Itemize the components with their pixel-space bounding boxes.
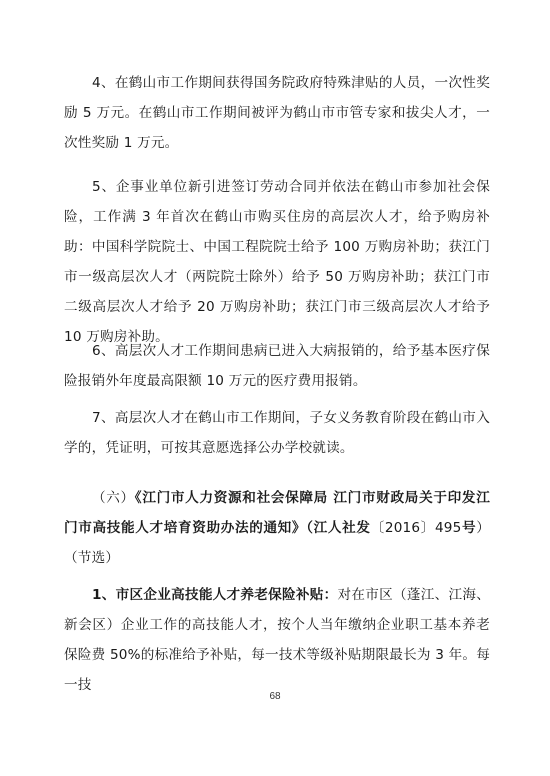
- paragraph-6-text: 、高层次人才工作期间患病已进入大病报销的，给予基本医疗保险报销外年度最高限额 10 万元的医疗费用报销。: [64, 343, 490, 389]
- section-doc-number: 〔2016〕495: [370, 520, 462, 536]
- section-prefix: （六）: [92, 490, 135, 506]
- section-title-end: 号: [461, 520, 477, 536]
- paragraph-7-number: 7: [92, 410, 101, 426]
- paragraph-4-number: 4: [92, 75, 101, 91]
- section-heading: [64, 483, 490, 573]
- item-1-paragraph: [64, 580, 490, 700]
- page-number: 68: [269, 691, 281, 702]
- paragraph-7: [64, 403, 490, 463]
- paragraph-4: [64, 68, 490, 158]
- paragraph-4-text: 、在鹤山市工作期间获得国务院政府特殊津贴的人员，一次性奖励 5 万元。在鹤山市工作期间被评为鹤山市市管专家和拔尖人才，一次性奖励 1 万元。: [64, 75, 490, 151]
- section-title: 《江门市人力资源和社会保障局 江门市财政局关于印发江门市高技能人才培育资助办法的通知》（江人社发: [64, 490, 490, 536]
- section-suffix: ）（节选）: [64, 520, 490, 566]
- paragraph-5-number: 5: [92, 179, 101, 195]
- paragraph-7-text: 、高层次人才在鹤山市工作期间，子女义务教育阶段在鹤山市入学的，凭证明，可按其意愿选择公办学校就读。: [64, 410, 490, 456]
- item-1-lead: 1、市区企业高技能人才养老保险补贴：: [92, 587, 338, 603]
- paragraph-5: [64, 172, 490, 352]
- paragraph-6-number: 6: [92, 343, 101, 359]
- paragraph-5-text: 、企事业单位新引进签订劳动合同并依法在鹤山市参加社会保险，工作满 3 年首次在鹤山市购买住房的高层次人才，给予购房补助：中国科学院院士、中国工程院院士给予 100 万购房补助；获江门市一级高层次人才（两院院士除外）给予 50 万购房补助；获江门市二级高层次人才给予 20 万购房补助；获江门市三级高层次人才给予 10 万购房补助。: [64, 179, 490, 345]
- item-1-text: 对在市区（蓬江、江海、新会区）企业工作的高技能人才，按个人当年缴纳企业职工基本养老保险费 50%的标准给予补贴，每一技术等级补贴期限最长为 3 年。每一技: [64, 587, 490, 693]
- paragraph-6: [64, 336, 490, 396]
